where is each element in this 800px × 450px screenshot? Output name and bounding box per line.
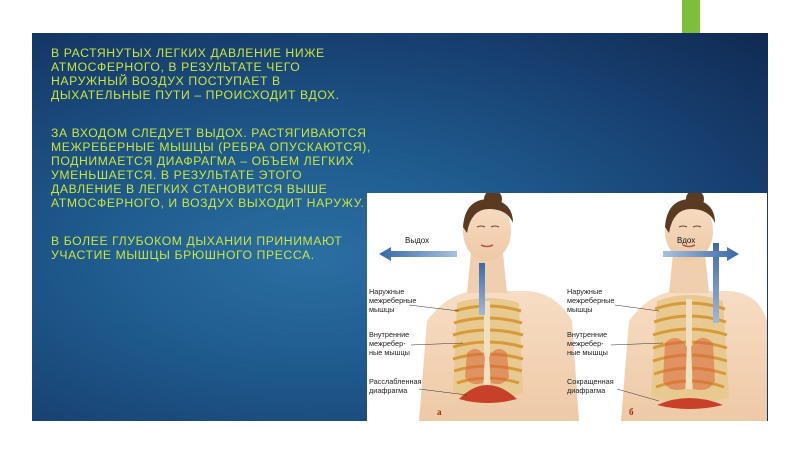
label-inner-muscles-r3: ные мышцы (567, 348, 608, 357)
paragraph-deep-breathing: В БОЛЕЕ ГЛУБОКОМ ДЫХАНИИ ПРИНИМАЮТ УЧАСТИЕ МЫШЦЫ БРЮШНОГО ПРЕССА. (51, 234, 343, 262)
label-inner-muscles-2: межребер- (369, 339, 406, 348)
label-diaphragm-r1: Сокращенная (567, 377, 614, 386)
label-outer-muscles-2: межреберные (369, 296, 417, 305)
exhale-arrow (379, 247, 457, 261)
figure-left-panel (369, 193, 579, 421)
label-outer-muscles-r1: Наружные (567, 287, 603, 296)
slide-text (51, 46, 371, 286)
label-diaphragm-1: Расслабленная (369, 377, 422, 386)
label-outer-muscles-1: Наружные (369, 287, 405, 296)
inhale-label: Вдох (677, 236, 696, 245)
label-inner-muscles-3: ные мышцы (369, 348, 410, 357)
paragraph-exhale: ЗА ВХОДОМ СЛЕДУЕТ ВЫДОХ. РАСТЯГИВАЮТСЯ МЕЖРЕБЕРНЫЕ МЫШЦЫ (РЕБРА ОПУСКАЮТСЯ), ПОДНИМАЕТСЯ ДИАФРАГМА – ОБЪЕМ ЛЕГКИХ УМЕНЬШАЕТСЯ. В РЕЗУЛЬТАТЕ ЭТОГО ДАВЛЕНИЕ В ЛЕГКИХ СТАНОВИТСЯ ВЫШЕ АТМОСФЕРНОГО, И ВОЗДУХ ВЫХОДИТ НАРУЖУ. (51, 126, 371, 210)
label-inner-muscles-r1: Внутренние (567, 330, 608, 339)
label-diaphragm-2: диафрагма (369, 386, 408, 395)
label-inner-muscles-1: Внутренние (369, 330, 410, 339)
label-inner-muscles-r2: межребер- (567, 339, 604, 348)
rib-cage-left (453, 298, 523, 403)
exhale-label: Выдох (405, 236, 430, 245)
breathing-illustration (367, 193, 767, 421)
paragraph-inhale: В РАСТЯНУТЫХ ЛЕГКИХ ДАВЛЕНИЕ НИЖЕ АТМОСФЕРНОГО, В РЕЗУЛЬТАТЕ ЧЕГО НАРУЖНЫЙ ВОЗДУХ ПОСТУПАЕТ В ДЫХАТЕЛЬНЫЕ ПУТИ – ПРОИСХОДИТ ВДОХ. (51, 46, 340, 102)
panel-letter-a: а (437, 407, 442, 417)
label-diaphragm-r2: диафрагма (567, 386, 606, 395)
label-outer-muscles-r2: межреберные (567, 296, 615, 305)
label-outer-muscles-3: мышцы (369, 305, 395, 314)
figure-right-panel (567, 193, 767, 421)
panel-letter-b: б (629, 407, 634, 417)
accent-bar (682, 0, 700, 33)
label-outer-muscles-r3: мышцы (567, 305, 593, 314)
